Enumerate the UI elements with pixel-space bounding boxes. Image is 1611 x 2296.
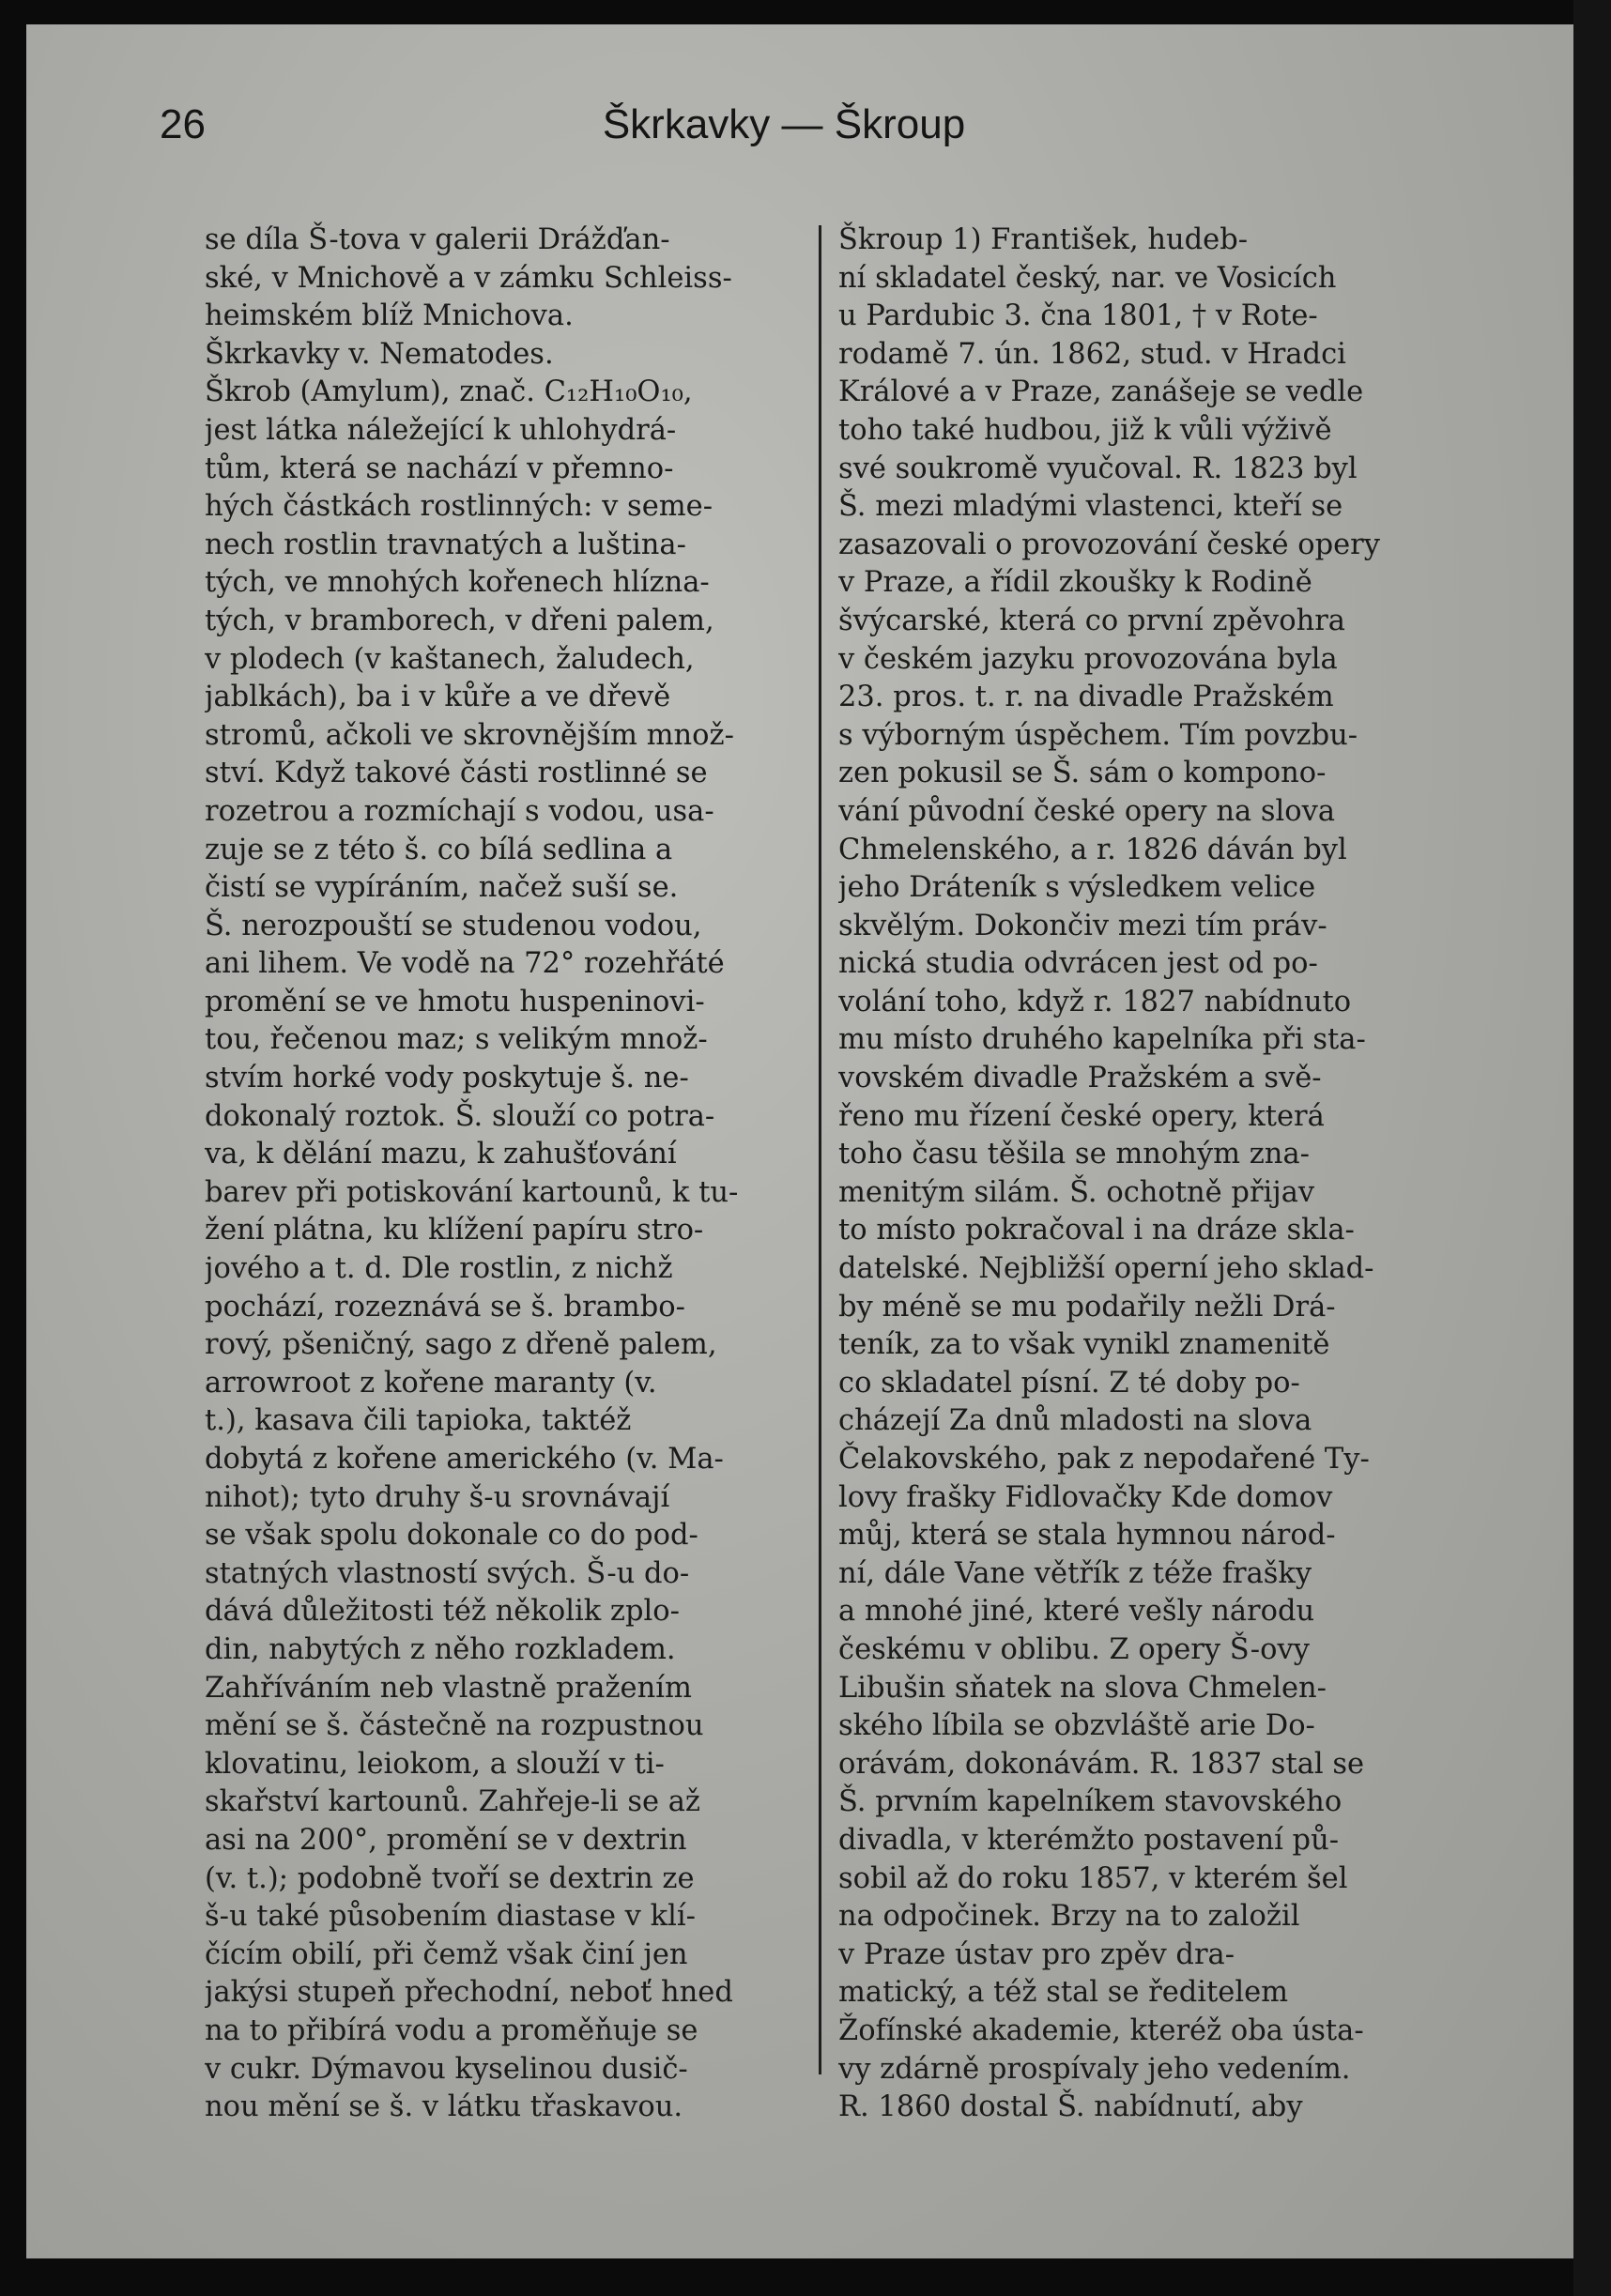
text-line: v plodech (v kaštanech, žaludech, bbox=[205, 642, 695, 676]
text-line: se díla Š-tova v galerii Drážďan- bbox=[205, 223, 670, 256]
text-line: čistí se vypíráním, načež suší se. bbox=[205, 871, 679, 905]
text-line: s výborným úspěchem. Tím povzbu- bbox=[838, 718, 1358, 752]
text-line: mění se š. částečně na rozpustnou bbox=[205, 1709, 704, 1743]
text-line: datelské. Nejbližší operní jeho sklad- bbox=[838, 1252, 1374, 1286]
text-line: vovském divadle Pražském a svě- bbox=[838, 1062, 1322, 1095]
text-line: 23. pros. t. r. na divadle Pražském bbox=[838, 681, 1334, 714]
text-line: dokonalý roztok. Š. slouží co potra- bbox=[205, 1099, 715, 1133]
text-line: orávám, dokonávám. R. 1837 stal se bbox=[838, 1747, 1365, 1781]
text-line: heimském blíž Mnichova. bbox=[205, 299, 574, 333]
text-line: asi na 200°, promění se v dextrin bbox=[205, 1823, 687, 1857]
text-line: promění se ve hmotu huspeninovi- bbox=[205, 985, 705, 1018]
text-line: by méně se mu podařily nežli Drá- bbox=[838, 1290, 1336, 1324]
text-line: menitým silám. Š. ochotně přijav bbox=[838, 1175, 1315, 1209]
text-line: Škroup 1) František, hudeb- bbox=[838, 223, 1249, 256]
text-line: dobytá z kořene amerického (v. Ma- bbox=[205, 1443, 724, 1476]
text-line: rozetrou a rozmíchají s vodou, usa- bbox=[205, 794, 714, 828]
text-line: tých, v bramborech, v dřeni palem, bbox=[205, 604, 714, 637]
text-line: na to přibírá vodu a proměňuje se bbox=[205, 2013, 698, 2047]
text-line: řeno mu řízení české opery, která bbox=[838, 1099, 1325, 1133]
text-line: zuje se z této š. co bílá sedlina a bbox=[205, 833, 673, 866]
text-line: jového a t. d. Dle rostlin, z nichž bbox=[205, 1252, 673, 1286]
text-line: Žofínské akademie, kteréž oba ústa- bbox=[838, 2013, 1364, 2047]
text-line: v Praze ústav pro zpěv dra- bbox=[838, 1937, 1235, 1971]
text-line: sobil až do roku 1857, v kterém šel bbox=[838, 1861, 1348, 1895]
text-line: ní skladatel český, nar. ve Vosicích bbox=[838, 261, 1337, 295]
text-line: co skladatel písní. Z té doby po- bbox=[838, 1366, 1300, 1400]
text-line: v českém jazyku provozována byla bbox=[838, 642, 1338, 676]
text-line: tých, ve mnohých kořenech hlízna- bbox=[205, 566, 710, 600]
text-line: matický, a též stal se ředitelem bbox=[838, 1976, 1289, 2010]
text-line: Š. mezi mladými vlastenci, kteří se bbox=[838, 490, 1343, 524]
text-line: Zahříváním neb vlastně pražením bbox=[205, 1671, 692, 1705]
text-line: arrowroot z kořene maranty (v. bbox=[205, 1366, 657, 1400]
text-line: se však spolu dokonale co do pod- bbox=[205, 1519, 698, 1553]
text-line: nech rostlin travnatých a luština- bbox=[205, 528, 686, 561]
text-line: Čelakovského, pak z nepodařené Ty- bbox=[838, 1443, 1370, 1476]
text-line: pochází, rozeznává se š. brambo- bbox=[205, 1290, 685, 1324]
page-number: 26 bbox=[160, 101, 206, 147]
text-line: žení plátna, ku klížení papíru stro- bbox=[205, 1214, 704, 1247]
text-line: cházejí Za dnů mladosti na slova bbox=[838, 1404, 1312, 1438]
text-line: Škrob (Amylum), znač. C₁₂H₁₀O₁₀, bbox=[205, 375, 693, 409]
column-rule bbox=[819, 225, 821, 2074]
text-line: t.), kasava čili tapioka, taktéž bbox=[205, 1404, 632, 1438]
text-line: skvělým. Dokončiv mezi tím práv- bbox=[838, 909, 1327, 942]
text-line: (v. t.); podobně tvoří se dextrin ze bbox=[205, 1861, 695, 1895]
text-line: to místo pokračoval i na dráze skla- bbox=[838, 1214, 1355, 1247]
text-line: jest látka náležející k uhlohydrá- bbox=[205, 413, 677, 447]
text-line: vání původní české opery na slova bbox=[838, 794, 1336, 828]
text-line: nou mění se š. v látku třaskavou. bbox=[205, 2090, 683, 2124]
text-line: jablkách), ba i v kůře a ve dřevě bbox=[205, 681, 671, 714]
text-line: dává důležitosti též několik zplo- bbox=[205, 1595, 680, 1629]
text-line: mu místo druhého kapelníka při sta- bbox=[838, 1023, 1366, 1057]
text-line: u Pardubic 3. čna 1801, † v Rote- bbox=[838, 299, 1318, 333]
text-line: na odpočinek. Brzy na to založil bbox=[838, 1900, 1300, 1934]
text-line: jeho Dráteník s výsledkem velice bbox=[838, 871, 1316, 905]
text-line: va, k dělání mazu, k zahušťování bbox=[205, 1138, 677, 1171]
page-header bbox=[160, 101, 1408, 176]
text-line: zasazovali o provozování české opery bbox=[838, 528, 1380, 561]
text-line: rový, pšeničný, sago z dřeně palem, bbox=[205, 1328, 717, 1362]
text-line: volání toho, když r. 1827 nabídnuto bbox=[838, 985, 1352, 1018]
text-line: švýcarské, která co první zpěvohra bbox=[838, 604, 1345, 637]
text-line: š-u také působením diastase v klí- bbox=[205, 1900, 696, 1934]
text-line: nihot); tyto druhy š-u srovnávají bbox=[205, 1480, 670, 1514]
text-line: tům, která se nachází v přemno- bbox=[205, 452, 674, 485]
text-line: statných vlastností svých. Š-u do- bbox=[205, 1556, 690, 1590]
text-line: Libušin sňatek na slova Chmelen- bbox=[838, 1671, 1327, 1705]
text-line: klovatinu, leiokom, a slouží v ti- bbox=[205, 1747, 665, 1781]
text-line: ství. Když takové části rostlinné se bbox=[205, 757, 708, 790]
text-line: Škrkavky v. Nematodes. bbox=[205, 337, 554, 371]
left-column bbox=[205, 222, 806, 2127]
text-line: tou, řečenou maz; s velikým množ- bbox=[205, 1023, 708, 1057]
text-line: ani lihem. Ve vodě na 72° rozehřáté bbox=[205, 947, 725, 981]
text-line: českému v oblibu. Z opery Š-ovy bbox=[838, 1632, 1310, 1666]
scan-edge bbox=[1573, 0, 1611, 2296]
text-line: R. 1860 dostal Š. nabídnutí, aby bbox=[838, 2090, 1303, 2124]
text-line: vy zdárně prospívaly jeho vedením. bbox=[838, 2052, 1351, 2086]
text-line: stromů, ačkoli ve skrovnějším množ- bbox=[205, 718, 734, 752]
text-line: a mnohé jiné, které vešly národu bbox=[838, 1595, 1315, 1629]
text-line: zen pokusil se Š. sám o kompono- bbox=[838, 757, 1327, 790]
right-column bbox=[838, 222, 1435, 2127]
text-line: ské, v Mnichově a v zámku Schleiss- bbox=[205, 261, 732, 295]
text-line: divadla, v kterémžto postavení pů- bbox=[838, 1823, 1340, 1857]
running-head: Škrkavky — Škroup bbox=[602, 101, 966, 147]
text-line: v Praze, a řídil zkoušky k Rodině bbox=[838, 566, 1312, 600]
text-line: své soukromě vyučoval. R. 1823 byl bbox=[838, 452, 1358, 485]
text-line: stvím horké vody poskytuje š. ne- bbox=[205, 1062, 689, 1095]
text-line: jakýsi stupeň přechodní, neboť hned bbox=[205, 1976, 733, 2010]
text-line: čícím obilí, při čemž však činí jen bbox=[205, 1937, 688, 1971]
text-line: lovy frašky Fidlovačky Kde domov bbox=[838, 1480, 1333, 1514]
text-line: skařství kartounů. Zahřeje-li se až bbox=[205, 1785, 700, 1819]
text-line: Š. prvním kapelníkem stavovského bbox=[838, 1785, 1342, 1819]
text-line: hých částkách rostlinných: v seme- bbox=[205, 490, 713, 524]
text-line: teník, za to však vynikl znamenitě bbox=[838, 1328, 1330, 1362]
text-line: v cukr. Dýmavou kyselinou dusič- bbox=[205, 2052, 688, 2086]
text-line: ní, dále Vane větřík z téže frašky bbox=[838, 1556, 1312, 1590]
text-line: nická studia odvrácen jest od po- bbox=[838, 947, 1318, 981]
text-line: toho také hudbou, již k vůli výživě bbox=[838, 413, 1332, 447]
text-line: ského líbila se obzvláště arie Do- bbox=[838, 1709, 1315, 1743]
text-line: Š. nerozpouští se studenou vodou, bbox=[205, 909, 702, 942]
text-line: můj, která se stala hymnou národ- bbox=[838, 1519, 1336, 1553]
text-line: Králové a v Praze, zanášeje se vedle bbox=[838, 375, 1364, 409]
text-line: din, nabytých z něho rozkladem. bbox=[205, 1632, 676, 1666]
text-line: Chmelenského, a r. 1826 dáván byl bbox=[838, 833, 1347, 866]
text-line: barev při potiskování kartounů, k tu- bbox=[205, 1175, 739, 1209]
text-line: rodamě 7. ún. 1862, stud. v Hradci bbox=[838, 337, 1346, 371]
text-line: toho času těšila se mnohým zna- bbox=[838, 1138, 1310, 1171]
